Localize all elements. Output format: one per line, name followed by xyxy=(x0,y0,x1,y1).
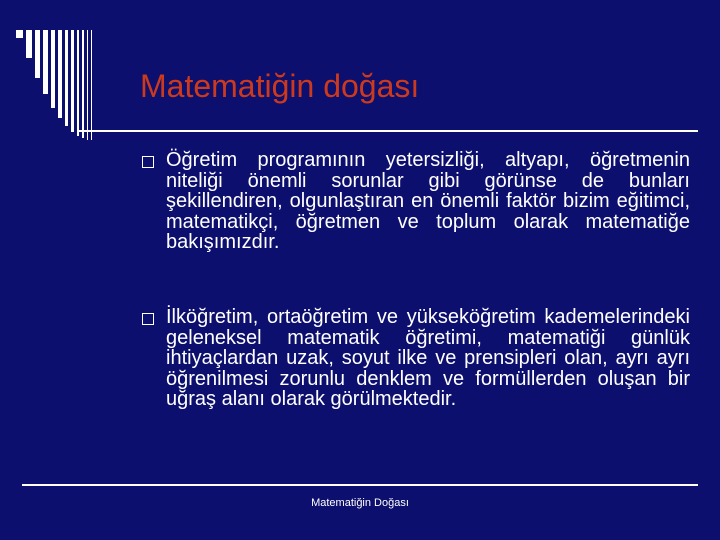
decorative-bar xyxy=(58,30,62,118)
decorative-bar xyxy=(43,30,48,94)
footer-divider xyxy=(22,484,698,486)
decorative-bar xyxy=(71,30,74,132)
decorative-bar xyxy=(82,30,84,138)
bullet-text: İlköğretim, ortaöğretim ve yükseköğretim kademelerindeki geleneksel matematik öğretimi, matematiği günlük ihtiyaçlardan uzak, soyut ilke ve prensipleri olan, ayrı ayrı öğrenilmesi zorunlu denklem ve formüllerden oluşan bir uğraş alanı olarak görülmektedir. xyxy=(166,306,690,410)
slide-footer: Matematiğin Doğası xyxy=(311,497,409,509)
decorative-bars xyxy=(16,30,136,140)
hollow-square-bullet-icon xyxy=(142,156,154,168)
decorative-bar xyxy=(91,30,92,140)
decorative-bar xyxy=(16,30,23,38)
bullet-text: Öğretim programının yetersizliği, altyapı, öğretmenin niteliği önemli sorunlar gibi görünse de bunları şekillendiren, olgunlaştıran en önemli faktör bizim eğitimci, matematikçi, öğretmen ve toplum olarak matematiğe bakışımızdır. xyxy=(166,149,690,253)
decorative-bar xyxy=(87,30,88,140)
slide-title: Matematiğin doğası xyxy=(140,68,420,104)
decorative-bar xyxy=(77,30,79,136)
hollow-square-bullet-icon xyxy=(142,313,154,325)
decorative-bar xyxy=(51,30,55,108)
bullet-item xyxy=(142,150,690,253)
decorative-bar xyxy=(35,30,40,78)
title-divider xyxy=(78,130,698,132)
decorative-bar xyxy=(26,30,32,58)
decorative-bar xyxy=(65,30,68,126)
bullet-item xyxy=(142,307,690,410)
